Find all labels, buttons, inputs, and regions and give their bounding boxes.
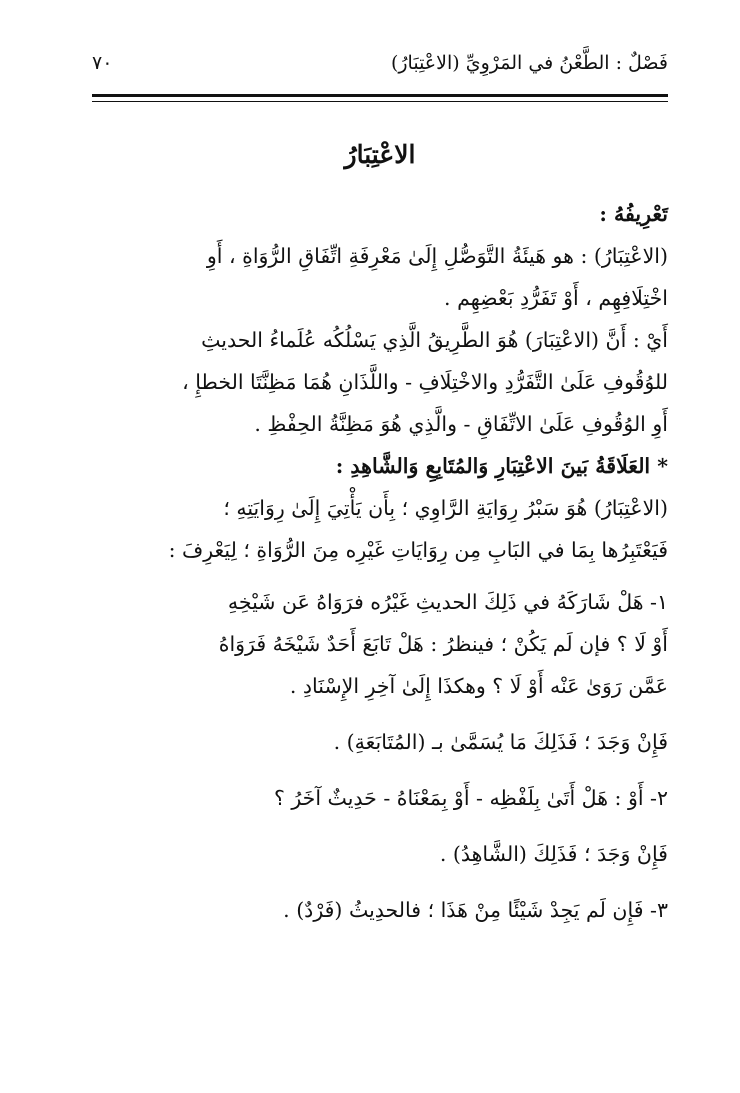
item-1-line: ١- هَلْ شَارَكَهُ في ذَلِكَ الحديثِ غَيْرُه فرَوَاهُ عَن شَيْخِهِ xyxy=(227,590,668,614)
definition-heading: تَعْرِيفُهُ : xyxy=(599,202,668,226)
page-number: ٧٠ xyxy=(92,52,113,74)
item-2-result: فَإِنْ وَجَدَ ؛ فَذَلِكَ (الشَّاهِدُ) . xyxy=(439,842,668,866)
item-1-line: أَوْ لَا ؟ فإن لَم يَكُنْ ؛ فينظرُ : هَلْ تَابَعَ أَحَدٌ شَيْخَهُ فَرَوَاهُ xyxy=(218,632,668,656)
relation-heading: * العَلَاقَةُ بَينَ الاعْتِبَارِ وَالمُتَابِعِ وَالشَّاهِدِ : xyxy=(335,454,668,478)
relation-line: (الاعْتِبَارُ) هُوَ سَبْرُ رِوَايَةِ الرَّاوِي ؛ بِأَن يَأْتِيَ إِلَىٰ رِوَايَتِهِ ؛ xyxy=(223,496,668,520)
relation-line: فَيَعْتَبِرُها بِمَا في البَابِ مِن رِوَايَاتِ غَيْرِه مِنَ الرُّوَاةِ ؛ لِيَعْرِفَ : xyxy=(168,538,668,562)
item-3-line: ٣- فَإِن لَم يَجِدْ شَيْئًا مِنْ هَذَا ؛ فالحدِيثُ (فَرْدٌ) . xyxy=(283,898,668,922)
explanation-line: للوُقُوفِ عَلَىٰ التَّفَرُّدِ والاخْتِلَافِ - واللَّذَانِ هُمَا مَظِنَّتَا الخطإِ ، xyxy=(182,370,668,394)
running-header xyxy=(92,52,668,88)
page-body xyxy=(92,140,668,931)
item-1-result: فَإِنْ وَجَدَ ؛ فَذَلِكَ مَا يُسَمَّىٰ بـ (المُتَابَعَةِ) . xyxy=(333,730,668,754)
header-rule-thin xyxy=(92,101,668,102)
definition-line: اخْتِلَافِهِم ، أَوْ تَفَرُّدِ بَعْضِهِم . xyxy=(444,286,668,310)
explanation-line: أَيْ : أَنَّ (الاعْتِبَارَ) هُوَ الطَّرِيقُ الَّذِي يَسْلُكُه عُلَماءُ الحديثِ xyxy=(201,328,668,352)
item-1-line: عَمَّن رَوَىٰ عَنْه أَوْ لَا ؟ وهكذَا إِلَىٰ آخِرِ الإِسْنَادِ . xyxy=(289,674,668,698)
header-rule-thick xyxy=(92,94,668,97)
item-2-line: ٢- أَوْ : هَلْ أَتَىٰ بِلَفْظِه - أَوْ بِمَعْنَاهُ - حَدِيثٌ آخَرُ ؟ xyxy=(273,786,668,810)
definition-line: (الاعْتِبَارُ) : هو هَيئَةُ التَّوَصُّلِ إِلَىٰ مَعْرِفَةِ اتِّفَاقِ الرُّوَاةِ ، أَوِ xyxy=(206,244,668,268)
header-title: فَصْلٌ : الطَّعْنُ في المَرْوِيِّ (الاعْتِبَارُ) xyxy=(390,52,668,74)
explanation-line: أَوِ الوُقُوفِ عَلَىٰ الاتِّفَاقِ - والَّذِي هُوَ مَظِنَّةُ الحِفْظِ . xyxy=(254,412,668,436)
section-title: الاعْتِبَارُ xyxy=(344,140,416,169)
